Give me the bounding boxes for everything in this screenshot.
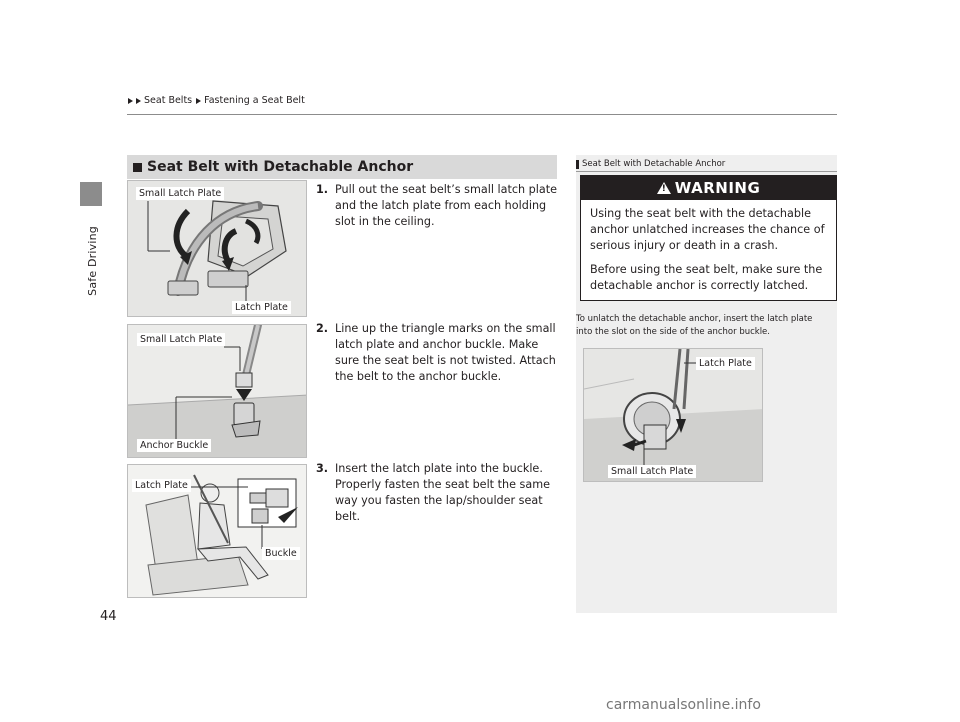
step-number: 1.: [316, 183, 329, 196]
warning-body: [581, 200, 836, 294]
page-number: 44: [100, 609, 117, 624]
section-tab-marker: [80, 182, 102, 206]
breadcrumb-arrow-icon: [128, 98, 133, 104]
step-3: [316, 461, 561, 525]
warning-paragraph-1: Using the seat belt with the detachable anchor unlatched increases the chance of serious injury or death in a crash.: [590, 207, 825, 252]
breadcrumb: [128, 95, 305, 106]
step-text: Line up the triangle marks on the small latch plate and anchor buckle. Make sure the seat belt is not twisted. Attach the belt to the anchor buckle.: [335, 322, 556, 383]
breadcrumb-item-seat-belts[interactable]: Seat Belts: [144, 95, 193, 106]
ceiling-latch-illustration: [128, 181, 307, 317]
step-text: Pull out the seat belt’s small latch plate and the latch plate from each holding slot in the ceiling.: [335, 183, 557, 228]
header-divider: [127, 114, 837, 115]
figure-step-3: [127, 464, 307, 598]
breadcrumb-arrow-icon: [196, 98, 201, 104]
warning-triangle-icon: !: [657, 182, 671, 194]
callout-small-latch-plate: Small Latch Plate: [136, 187, 224, 200]
step-2: [316, 321, 561, 385]
panel-heading: [576, 159, 725, 169]
side-section-label: Safe Driving: [86, 226, 99, 296]
step-text: Insert the latch plate into the buckle. Properly fasten the seat belt the same way you fasten the lap/shoulder seat belt.: [335, 462, 550, 523]
unlatch-figure: [583, 348, 763, 482]
callout-small-latch-plate: Small Latch Plate: [608, 465, 696, 478]
callout-latch-plate: Latch Plate: [696, 357, 755, 370]
panel-divider: [576, 171, 837, 172]
breadcrumb-item-fastening[interactable]: Fastening a Seat Belt: [204, 95, 305, 106]
step-1: [316, 182, 561, 230]
section-square-icon: [133, 163, 142, 172]
callout-buckle: Buckle: [262, 547, 300, 560]
step-number: 3.: [316, 462, 329, 475]
warning-box: [580, 175, 837, 301]
sidebar-note-panel: [576, 155, 837, 613]
callout-anchor-buckle: Anchor Buckle: [137, 439, 211, 452]
warning-title: WARNING: [674, 179, 761, 197]
warning-header: [581, 176, 836, 200]
callout-latch-plate: Latch Plate: [232, 301, 291, 314]
section-header: [127, 155, 557, 179]
step-number: 2.: [316, 322, 329, 335]
figure-step-2: [127, 324, 307, 458]
callout-small-latch-plate: Small Latch Plate: [137, 333, 225, 346]
callout-latch-plate: Latch Plate: [132, 479, 191, 492]
heading-marker-icon: [576, 160, 579, 169]
section-title: Seat Belt with Detachable Anchor: [147, 159, 414, 175]
figure-step-1: [127, 180, 307, 317]
warning-paragraph-2: Before using the seat belt, make sure the detachable anchor is correctly latched.: [590, 263, 823, 292]
panel-heading-text: Seat Belt with Detachable Anchor: [582, 159, 726, 169]
breadcrumb-arrow-icon: [136, 98, 141, 104]
unlatch-note: To unlatch the detachable anchor, insert the latch plate into the slot on the side of the anchor buckle.: [576, 314, 813, 337]
site-watermark: carmanualsonline.info: [606, 697, 761, 713]
